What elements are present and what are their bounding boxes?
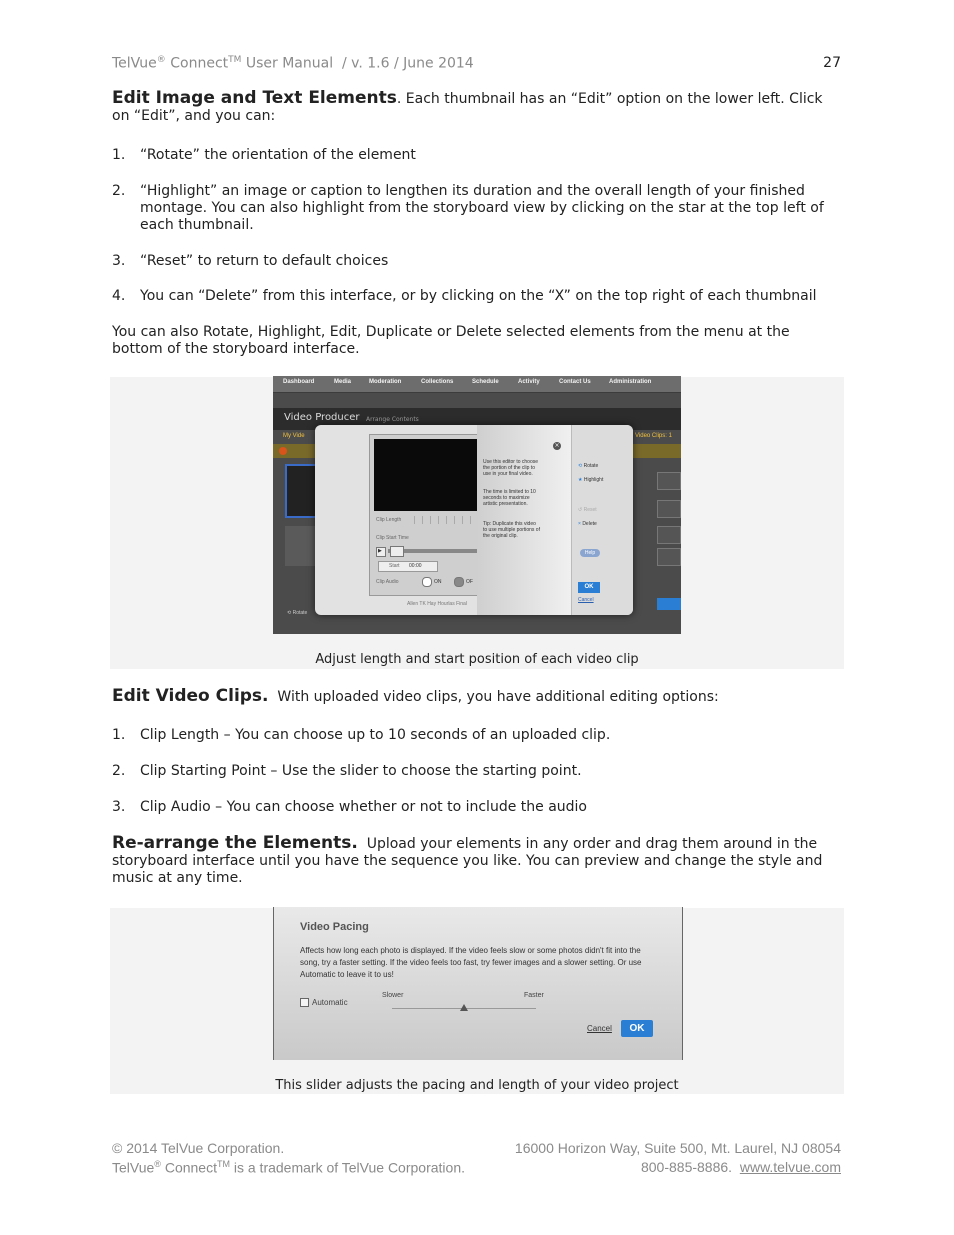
producer-subtitle: Arrange Contents (366, 416, 419, 423)
highlight-action[interactable] (578, 477, 603, 483)
pacing-description: Affects how long each photo is displayed. If the video feels slow or some photos didn't fit into the song, try a faster setting. If the video feels too fast, try fewer images and a slower setting. Or use Automatic to leave it to us! (300, 946, 642, 979)
pacing-title: Video Pacing (300, 921, 369, 933)
slower-label: Slower (382, 992, 404, 999)
list-item (112, 727, 842, 744)
figure-caption: This slider adjusts the pacing and length of your video project (275, 1078, 679, 1093)
footer-copyright: © 2014 TelVue Corporation. (112, 1140, 285, 1156)
section-heading: Edit Video Clips. (112, 686, 269, 706)
help-panel (477, 425, 571, 615)
header-product: Connect (165, 55, 229, 72)
side-box (657, 548, 681, 566)
play-button[interactable] (376, 547, 386, 557)
rotate-bottom-label: Rotate (292, 610, 308, 616)
automatic-label: Automatic (312, 998, 348, 1007)
footer-phone: 800-885-8886. (640, 1159, 740, 1175)
list-text: “Highlight” an image or caption to lengthen its duration and the overall length of your finished montage. You can also highlight from the storyboard view by clicking on the star at the top left of each thumbnail. (140, 183, 824, 233)
nav-schedule[interactable]: Schedule (472, 379, 499, 385)
section-heading: Re-arrange the Elements. (112, 833, 358, 853)
footer-website-link[interactable]: www.telvue.com (739, 1159, 841, 1175)
pacing-screenshot (273, 907, 683, 1060)
start-label: Start (389, 563, 400, 569)
list-item (112, 147, 842, 164)
nav-moderation[interactable]: Moderation (369, 379, 402, 385)
play-icon: ▶ (378, 548, 382, 554)
list-text: Clip Audio – You can choose whether or not to include the audio (140, 799, 587, 815)
section-intro: . Each thumbnail has an “Edit” option on the lower left. Click on “Edit”, and you can: (112, 91, 823, 124)
section-intro: With uploaded video clips, you have additional editing options: (277, 689, 719, 705)
list-number: 2. (112, 763, 126, 779)
figure-caption: Adjust length and start position of each video clip (315, 652, 639, 667)
faster-label: Faster (524, 992, 544, 999)
reset-icon: ↺ (578, 507, 583, 513)
nav-activity[interactable]: Activity (518, 379, 540, 385)
footer-product: Connect (160, 1159, 217, 1176)
list-number: 3. (112, 253, 126, 269)
list-text: Clip Starting Point – Use the slider to choose the starting point. (140, 763, 582, 779)
reset-label: Reset (583, 507, 597, 513)
nav-contact-us[interactable]: Contact Us (559, 379, 591, 385)
rotate-bottom-button[interactable] (287, 610, 307, 616)
section-heading: Edit Image and Text Elements (112, 88, 397, 108)
pacing-cancel-link[interactable]: Cancel (587, 1024, 612, 1033)
list-number: 2. (112, 183, 126, 199)
highlight-label: Highlight (583, 477, 604, 483)
start-time-field[interactable] (378, 561, 438, 572)
section-edit-video-clips (112, 688, 842, 706)
list-number: 1. (112, 147, 126, 163)
close-icon[interactable]: × (554, 442, 560, 449)
list-text: “Rotate” the orientation of the element (140, 147, 416, 163)
nav-bar (273, 376, 681, 393)
nav-collections[interactable]: Collections (421, 379, 454, 385)
editor-screenshot (273, 376, 681, 634)
nav-administration[interactable]: Administration (609, 379, 652, 385)
save-button[interactable] (657, 598, 681, 610)
list-item (112, 763, 842, 780)
nav-media[interactable]: Media (334, 379, 352, 385)
list-text: You can “Delete” from this interface, or by clicking on the “X” on the top right of each thumbnail (140, 288, 817, 304)
help-button[interactable] (580, 549, 600, 557)
footer-trademark (112, 1159, 465, 1176)
warning-icon (279, 447, 287, 455)
audio-on-radio[interactable] (422, 577, 432, 587)
audio-on-label: ON (434, 579, 442, 585)
delete-action[interactable] (578, 521, 597, 527)
clip-length-label: Clip Length (376, 517, 402, 523)
help-label: Help (584, 550, 596, 556)
rotate-icon: ⟲ (287, 610, 293, 616)
section-note: You can also Rotate, Highlight, Edit, Duplicate or Delete selected elements from the menu at the bottom of the storyboard interface. (112, 324, 790, 357)
help-text-1: Use this editor to choose the portion of the clip to use in your final video. (483, 459, 539, 477)
rotate-label: Rotate (583, 463, 599, 469)
video-clips-count: Video Clips: 1 (635, 433, 672, 439)
header-manual: User Manual / v. 1.6 / June 2014 (241, 55, 474, 72)
side-box (657, 472, 681, 490)
nav-dashboard[interactable]: Dashboard (283, 379, 315, 385)
clip-title: Allen TK Hay Hourlas Final (407, 601, 467, 607)
clip-audio-label: Clip Audio (376, 579, 399, 585)
slider-handle[interactable] (390, 546, 404, 557)
section-rearrange-elements (112, 835, 842, 887)
list-text: Clip Length – You can choose up to 10 seconds of an uploaded clip. (140, 727, 611, 743)
my-videos-label: My Vide (283, 433, 305, 439)
thumbnail-placeholder (285, 526, 315, 566)
side-box (657, 500, 681, 518)
section-edit-image-text (112, 90, 842, 125)
action-panel (571, 425, 633, 615)
delete-icon: × (578, 521, 581, 527)
pacing-slider-thumb[interactable] (460, 1004, 468, 1011)
list-number: 1. (112, 727, 126, 743)
clip-length-slider[interactable] (414, 516, 474, 524)
star-icon: ★ (578, 477, 583, 483)
side-box (657, 526, 681, 544)
thumbnail[interactable] (285, 464, 317, 518)
delete-label: Delete (582, 521, 597, 527)
registered-mark: ® (156, 55, 166, 65)
footer-brand: TelVue (112, 1159, 155, 1176)
section-intro: Upload your elements in any order and drag them around in the storyboard interface until you have the sequence you like. You can preview and change the style and music at any time. (112, 836, 823, 886)
start-value: 00:00 (409, 563, 422, 569)
audio-off-radio[interactable] (454, 577, 464, 587)
automatic-checkbox[interactable] (300, 998, 309, 1007)
cancel-link[interactable]: Cancel (578, 597, 594, 603)
page-header (112, 55, 474, 72)
list-number: 4. (112, 288, 126, 304)
trademark-mark: TM (228, 55, 242, 65)
rotate-action[interactable] (578, 463, 598, 469)
ok-button[interactable]: OK (578, 582, 600, 593)
audio-off-label: OF (466, 579, 473, 585)
list-item (112, 799, 842, 816)
footer-address: 16000 Horizon Way, Suite 500, Mt. Laurel, NJ 08054 (514, 1140, 841, 1156)
footer-contact (641, 1159, 841, 1175)
rotate-icon: ⟲ (578, 463, 583, 469)
header-brand: TelVue (112, 55, 157, 72)
page-number: 27 (823, 55, 841, 71)
clip-editor-modal (315, 425, 633, 615)
list-item (112, 288, 842, 305)
trademark-mark: TM (216, 1159, 230, 1169)
list-item (112, 183, 842, 234)
list-text: “Reset” to return to default choices (140, 253, 389, 269)
producer-title: Video Producer (284, 412, 360, 423)
clip-start-label: Clip Start Time (376, 535, 409, 541)
reset-action[interactable] (578, 507, 597, 513)
footer-trademark-text: is a trademark of TelVue Corporation. (229, 1159, 465, 1176)
list-item (112, 253, 842, 270)
help-text-3: Tip: Duplicate this video to use multiple portions of the original clip. (483, 521, 540, 539)
pacing-ok-button[interactable]: OK (621, 1020, 653, 1037)
help-text-2: The time is limited to 10 seconds to maximize artistic presentation. (483, 489, 536, 507)
registered-mark: ® (154, 1159, 161, 1169)
list-number: 3. (112, 799, 126, 815)
